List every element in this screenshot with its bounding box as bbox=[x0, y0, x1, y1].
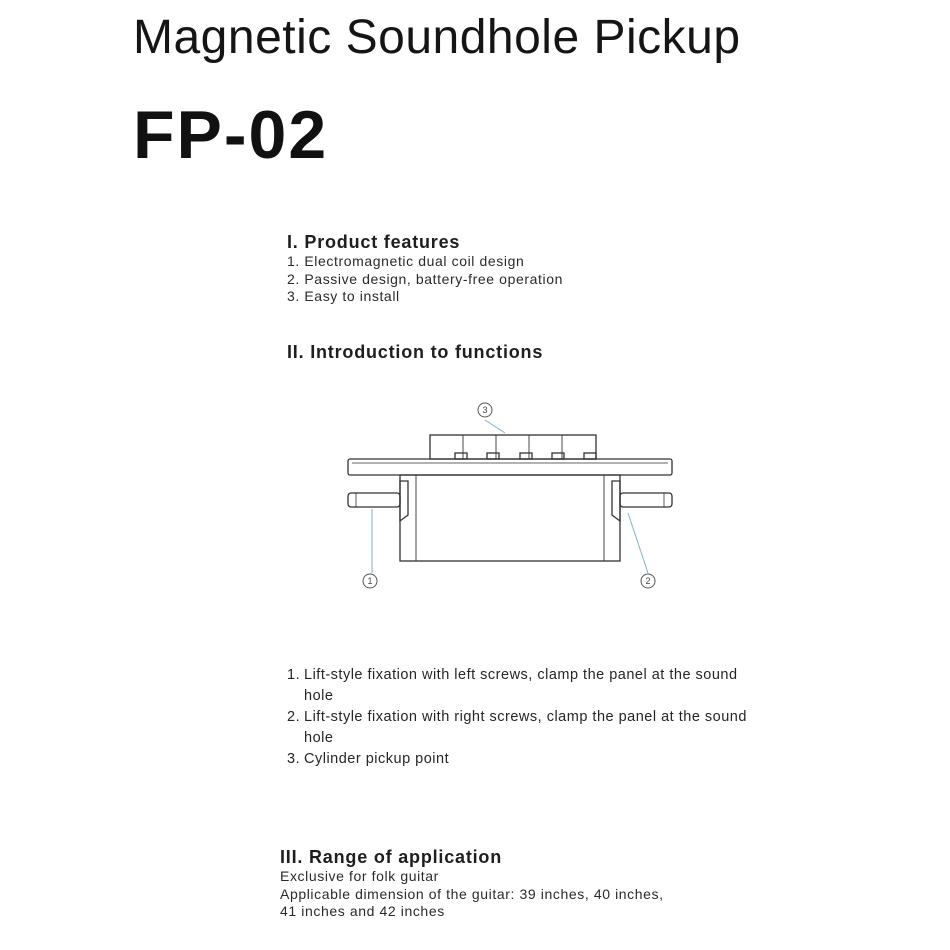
model-number: FP-02 bbox=[133, 97, 329, 173]
application-line: Exclusive for folk guitar bbox=[280, 868, 439, 884]
function-item-text: Lift-style fixation with right screws, clamp the panel at the sound hole bbox=[304, 709, 747, 746]
application-line: Applicable dimension of the guitar: 39 inches, 40 inches, bbox=[280, 885, 664, 902]
callout-3: 3 bbox=[482, 405, 488, 415]
feature-item: 3. Easy to install bbox=[287, 288, 400, 304]
function-item-number: 3. bbox=[287, 751, 301, 767]
application-heading: III. Range of application bbox=[280, 847, 503, 867]
features-heading: I. Product features bbox=[287, 232, 461, 252]
features-section bbox=[287, 232, 563, 306]
pickup-top-panel bbox=[348, 459, 672, 475]
pickup-diagram bbox=[330, 395, 690, 595]
application-line: 41 inches and 42 inches bbox=[280, 903, 445, 919]
functions-section bbox=[287, 342, 543, 363]
function-item bbox=[287, 707, 767, 749]
pickup-body bbox=[400, 475, 620, 561]
functions-list bbox=[287, 665, 767, 770]
function-item bbox=[287, 665, 767, 707]
function-item bbox=[287, 749, 767, 770]
feature-item: 1. Electromagnetic dual coil design bbox=[287, 253, 525, 269]
functions-heading: II. Introduction to functions bbox=[287, 342, 544, 362]
document-title: Magnetic Soundhole Pickup bbox=[133, 11, 741, 64]
callout-2: 2 bbox=[645, 576, 651, 586]
function-item-text: Lift-style fixation with left screws, clamp the panel at the sound hole bbox=[304, 667, 738, 704]
function-item-text: Cylinder pickup point bbox=[304, 751, 450, 767]
feature-item: 2. Passive design, battery-free operation bbox=[287, 270, 563, 287]
function-item-number: 2. bbox=[287, 709, 301, 725]
function-item-number: 1. bbox=[287, 667, 301, 683]
callout-1: 1 bbox=[367, 576, 373, 586]
application-section bbox=[280, 847, 664, 921]
